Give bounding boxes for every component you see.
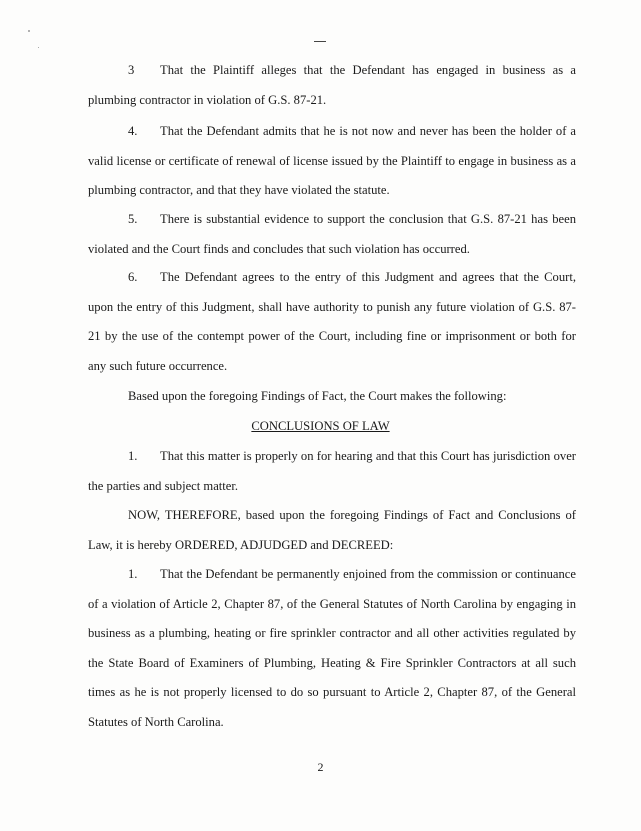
finding-text: The Defendant agrees to the entry of this Judgment and agrees that the Court, upon the entry of this Judgment, shall have authority to punish any future violation of G.S. 87-21 by the use of the contempt power of the Court, including fine or imprisonment or both for any such future occurrence. (88, 270, 576, 373)
finding-5 (88, 205, 576, 264)
scan-speck (38, 47, 39, 48)
finding-6 (88, 263, 576, 381)
scan-mark (314, 41, 326, 42)
finding-number: 4. (128, 124, 138, 138)
finding-4 (88, 117, 576, 206)
finding-text: That the Defendant admits that he is not now and never has been the holder of a valid license or certificate of renewal of license issued by the Plaintiff to engage in business as a plumbing contractor, and that they have violated the statute. (88, 124, 576, 197)
conclusions-heading: CONCLUSIONS OF LAW (251, 419, 390, 433)
conclusion-1 (88, 442, 576, 501)
finding-text: That the Plaintiff alleges that the Defendant has engaged in business as a plumbing contractor in violation of G.S. 87-21. (88, 63, 576, 107)
order-1 (88, 560, 576, 737)
order-statement: NOW, THEREFORE, based upon the foregoing Findings of Fact and Conclusions of Law, it is hereby ORDERED, ADJUDGED and DECREED: (88, 508, 576, 552)
finding-number: 3 (128, 63, 135, 77)
order-number: 1. (128, 567, 138, 581)
scan-speck (28, 30, 30, 32)
order-text: That the Defendant be permanently enjoined from the commission or continuance of a violation of Article 2, Chapter 87, of the General Statutes of North Carolina by engaging in business as a plumbing, heating or fire sprinkler contractor and all other activities regulated by the State Board of Examiners of Plumbing, Heating & Fire Sprinkler Contractors at all such times as he is not properly licensed to do so pursuant to Article 2, Chapter 87, of the General Statutes of North Carolina. (88, 567, 576, 729)
page-number: 2 (317, 760, 324, 774)
conclusion-text: That this matter is properly on for hearing and that this Court has jurisdiction over the parties and subject matter. (88, 449, 576, 493)
conclusion-number: 1. (128, 449, 138, 463)
finding-number: 5. (128, 212, 138, 226)
finding-number: 6. (128, 270, 138, 284)
finding-3 (88, 56, 576, 115)
finding-text: There is substantial evidence to support the conclusion that G.S. 87-21 has been violated and the Court finds and concludes that such violation has occurred. (88, 212, 576, 256)
findings-intro: Based upon the foregoing Findings of Fact, the Court makes the following: (128, 389, 507, 403)
